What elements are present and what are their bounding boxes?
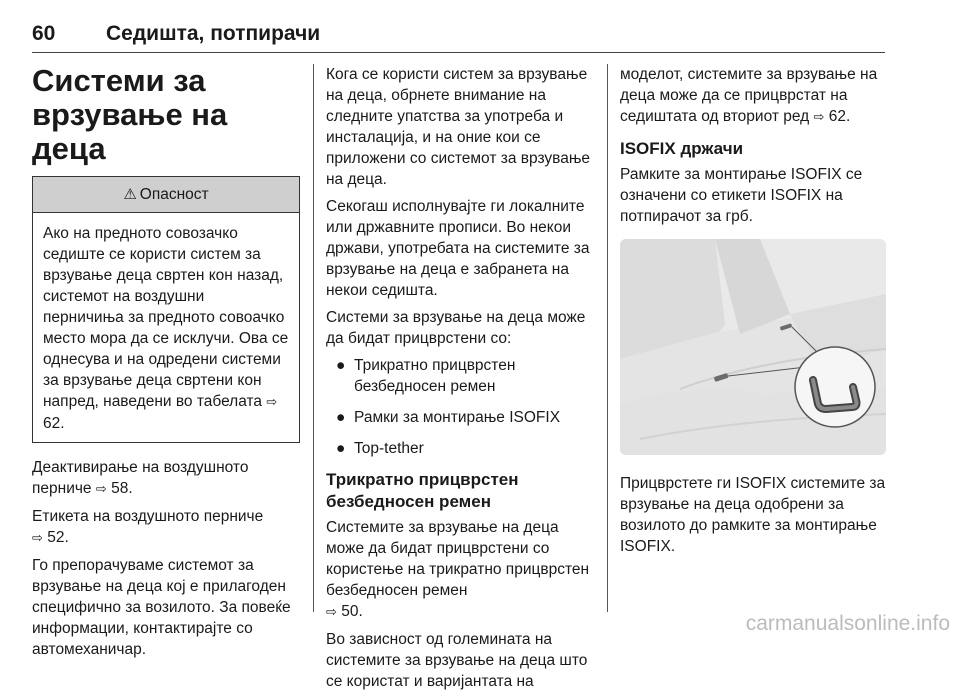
bullet-list [326, 355, 594, 459]
paragraph [32, 457, 300, 500]
isofix-photo [620, 239, 886, 455]
paragraph [326, 517, 594, 623]
page-ref-arrow-icon: ⇨ [813, 110, 825, 125]
paragraph-text: моделот, системите за врзување на деца може да се прицврстат на седиштата од вториот ред [620, 66, 878, 125]
section-heading: Трикратно прицврстен безбедносен ремен [326, 470, 519, 511]
page-ref-link[interactable]: 52. [47, 529, 69, 546]
paragraph: Системи за врзување на деца може да бидат прицврстени со: [326, 309, 586, 347]
danger-header [33, 177, 299, 213]
page-ref-link[interactable]: 62. [43, 415, 65, 432]
page-title: Системи за врзување на деца [32, 63, 228, 166]
paragraph: Секогаш исполнувајте ги локалните или државните прописи. Во некои држави, употребата на системите за врзување на деца е забранета на некои седишта. [326, 198, 590, 299]
watermark: carmanualsonline.info [745, 612, 950, 635]
paragraph [620, 64, 888, 128]
danger-text [33, 213, 299, 442]
page-ref-link[interactable]: 50. [341, 603, 363, 620]
page-header [32, 22, 885, 53]
column-divider [607, 64, 608, 612]
paragraph-text: Системите за врзување на деца може да бидат прицврстени со користење на трикратно прицврстен безбедносен ремен [326, 519, 590, 599]
column-3 [620, 64, 888, 563]
isofix-illustration [620, 239, 886, 455]
column-divider [313, 64, 314, 612]
paragraph [32, 506, 300, 549]
danger-title: Опасност [139, 186, 209, 203]
paragraph-text: Деактивирање на воздушното перниче [32, 459, 249, 497]
page-ref-arrow-icon: ⇨ [266, 395, 278, 410]
list-item-text: Top-tether [354, 440, 424, 457]
page-ref-arrow-icon: ⇨ [32, 531, 43, 546]
paragraph: Прицврстете ги ISOFIX системите за врзување на деца одобрени за возилото до рамките за монтирање ISOFIX. [620, 475, 886, 555]
paragraph-text: Етикета на воздушното перниче [32, 508, 264, 525]
section-heading: ISOFIX држачи [620, 139, 744, 158]
paragraph: Во зависност од големината на системите за врзување на деца што се користат и варијантата на [326, 631, 588, 690]
magnifier-circle [795, 347, 875, 427]
bullet-icon: ● [336, 357, 346, 374]
page-ref-arrow-icon: ⇨ [95, 482, 107, 497]
column-2 [326, 64, 594, 698]
list-item [326, 407, 594, 428]
bullet-icon: ● [336, 440, 346, 457]
bullet-icon: ● [336, 409, 346, 426]
page-ref-arrow-icon: ⇨ [326, 605, 337, 620]
warning-icon: ⚠ [123, 185, 137, 203]
paragraph: Рамките за монтирање ISOFIX се означени со етикети ISOFIX на потпирачот за грб. [620, 166, 863, 225]
column-1 [32, 64, 300, 666]
list-item [326, 438, 594, 459]
list-item-text: Трикратно прицврстен безбедносен ремен [354, 357, 516, 395]
page-ref-link[interactable]: 58. [111, 480, 133, 497]
danger-text-body: Ако на предното совозачко седиште се користи систем за врзување деца свртен кон назад, системот на воздушни перничиња за предното совоачко место мора да се исклучи. Ова се однесува и на одредени системи за врзување деца свртени кон напред, наведени во табелата [43, 225, 289, 410]
list-item-text: Рамки за монтирање ISOFIX [354, 409, 561, 426]
paragraph: Го препорачуваме системот за врзување на деца кој е прилагоден специфично за возилото. За повеќе информации, контактирајте со автомеханичар. [32, 557, 291, 658]
page-number: 60 [32, 22, 56, 45]
paragraph: Кога се користи систем за врзување на деца, обрнете внимание на следните упатства за употреба и инсталација, и на оние кои се приложени со системот за врзување на деца. [326, 66, 591, 188]
list-item [326, 355, 594, 397]
section-title: Седишта, потпирачи [106, 22, 321, 45]
page-ref-link[interactable]: 62. [828, 108, 851, 125]
danger-box [32, 176, 300, 443]
